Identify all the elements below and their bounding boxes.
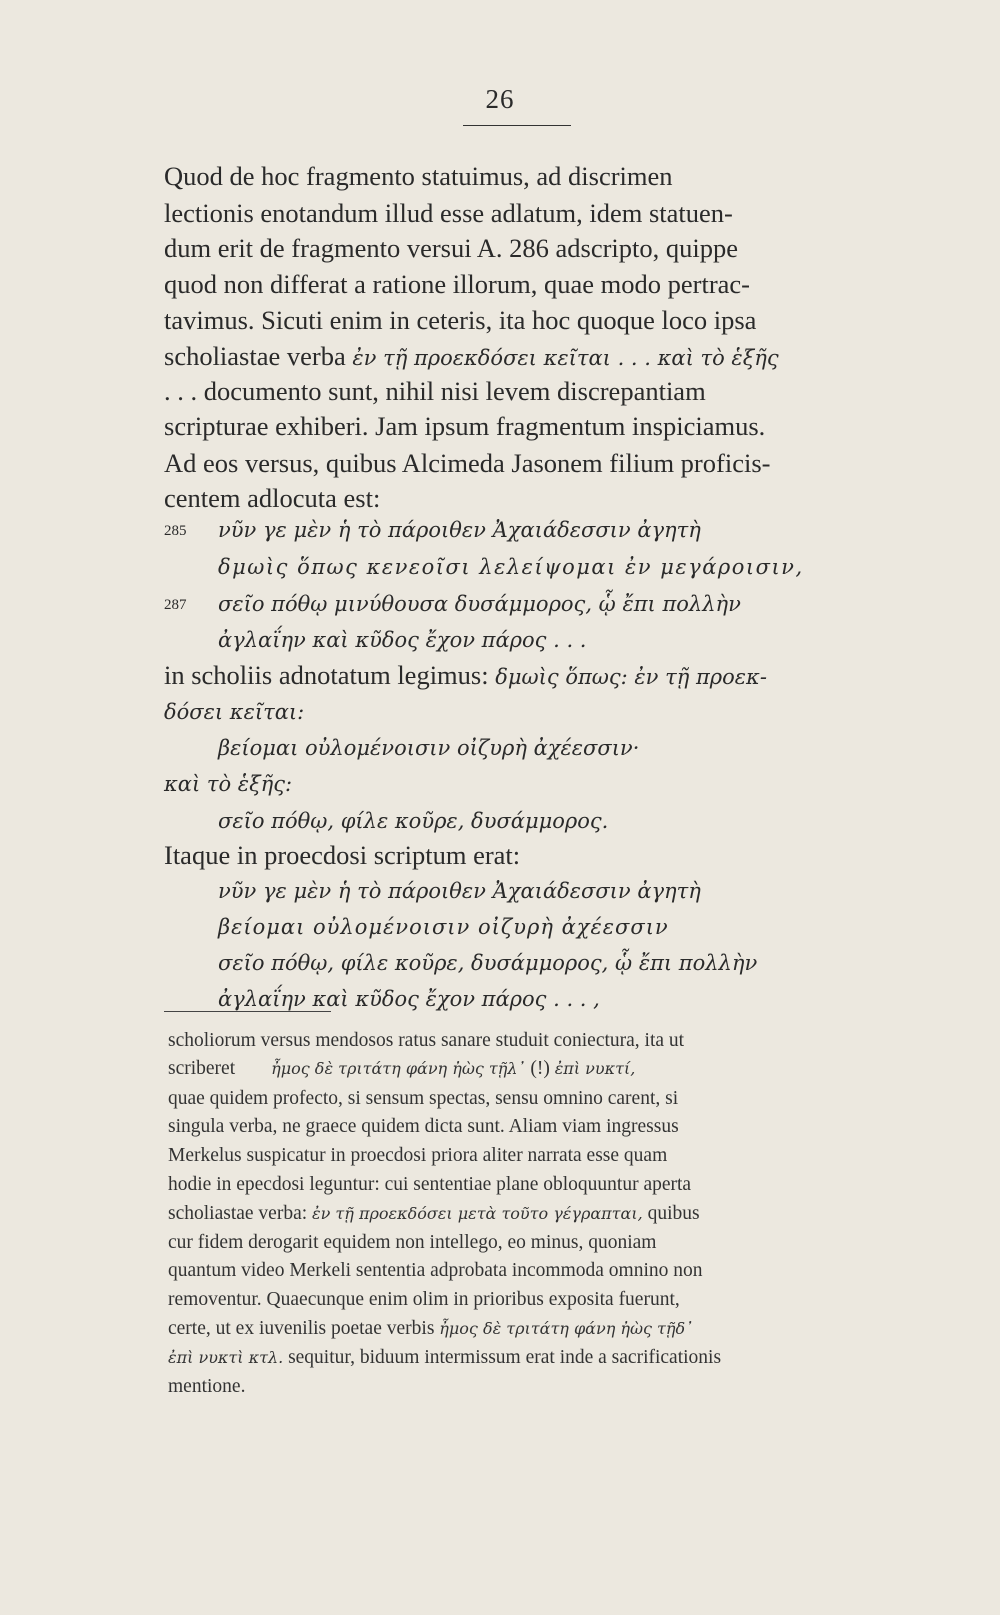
footnote-line: singula verba, ne graece quidem dicta sunt. Aliam viam ingressus [168, 1116, 679, 1137]
greek-quote: δμωὶς ὅπως: ἐν τῇ προεκ- [495, 665, 767, 689]
text-segment: (!) [525, 1058, 555, 1079]
greek-verse: νῦν γε μὲν ἡ τὸ πάροιθεν Ἀχαιάδεσσιν ἀγητὴ [218, 879, 701, 903]
text-line: Quod de hoc fragmento statuimus, ad discrimen [164, 161, 673, 191]
text-line: lectionis enotandum illud esse adlatum, idem statuen- [164, 198, 733, 228]
greek-quote: ἐν τῇ προεκδόσει μετὰ τοῦτο γέγραπται, [312, 1204, 643, 1223]
footnote-line: Merkelus suspicatur in proecdosi priora aliter narrata esse quam [168, 1145, 668, 1166]
text-segment: in scholiis adnotatum legimus: [164, 660, 496, 690]
text-line: scripturae exhiberi. Jam ipsum fragmentum inspiciamus. [164, 411, 766, 441]
footnote-line: mentione. [168, 1376, 246, 1397]
greek-verse: δμωὶς ὅπως κενεοῖσι λελείψομαι ἐν μεγάροισιν, [218, 555, 804, 579]
footnote-line [168, 1316, 693, 1342]
text-segment: certe, ut ex iuvenilis poetae verbis [168, 1318, 440, 1339]
footnote-line [168, 1201, 700, 1227]
text-line: . . . documento sunt, nihil nisi levem discrepantiam [164, 376, 706, 406]
greek-verse: ἀγλαΐην καὶ κῦδος ἔχον πάρος . . . , [218, 987, 600, 1011]
greek-quote: ἦμος δὲ τριτάτη φάνη ἠὼς τῇδ᾽ [439, 1319, 694, 1338]
text-line: Ad eos versus, quibus Alcimeda Jasonem filium proficis- [164, 448, 771, 478]
greek-text-line: καὶ τὸ ἑξῆς: [164, 772, 293, 796]
greek-verse: σεῖο πόθῳ μινύθουσα δυσάμμορος, ᾧ ἔπι πολλὴν [218, 592, 741, 616]
text-line: dum erit de fragmento versui A. 286 adscripto, quippe [164, 233, 739, 263]
greek-verse: ἀγλαΐην καὶ κῦδος ἔχον πάρος . . . [218, 628, 587, 652]
greek-quote: ἐπὶ νυκτί, [554, 1059, 636, 1078]
verse-number: 287 [164, 597, 187, 613]
greek-quote: ἦμος δὲ τριτάτη φάνη ἠὼς τῇλ᾽ [271, 1059, 526, 1078]
text-line [164, 340, 779, 374]
footnote-line: scholiorum versus mendosos ratus sanare studuit coniectura, ita ut [168, 1030, 685, 1051]
greek-verse: σεῖο πόθῳ, φίλε κοῦρε, δυσάμμορος. [218, 809, 609, 833]
text-segment: scholiastae verba: [168, 1203, 313, 1224]
greek-text-line: δόσει κεῖται: [164, 700, 305, 724]
footnote-line: hodie in epecdosi leguntur: cui sententiae plane obloquuntur aperta [168, 1174, 692, 1195]
page-number: 26 [485, 84, 515, 114]
footnote-line: quae quidem profecto, si sensum spectas, sensu omnino carent, si [168, 1088, 679, 1109]
text-line: Itaque in proecdosi scriptum erat: [164, 840, 521, 870]
greek-verse: βείομαι οὐλομένοισιν οἰζυρὴ ἀχέεσσιν [218, 915, 669, 939]
footnote-line: removentur. Quaecunque enim olim in prioribus exposita fuerunt, [168, 1289, 680, 1310]
greek-verse: νῦν γε μὲν ἡ τὸ πάροιθεν Ἀχαιάδεσσιν ἀγητὴ [218, 518, 701, 542]
footnote-line: quantum video Merkeli sententia adprobata incommoda omnino non [168, 1260, 703, 1281]
text-segment: scriberet [168, 1058, 236, 1079]
text-line [164, 659, 767, 693]
footnote-line: cur fidem derogarit equidem non intellego, eo minus, quoniam [168, 1232, 657, 1253]
text-segment: scholiastae verba [164, 341, 353, 371]
verse-number: 285 [164, 523, 187, 539]
greek-verse: σεῖο πόθῳ, φίλε κοῦρε, δυσάμμορος, ᾧ ἔπι πολλὴν [218, 951, 758, 975]
text-line: quod non differat a ratione illorum, quae modo pertrac- [164, 269, 750, 299]
footnote-line [168, 1345, 721, 1371]
text-segment: sequitur, biduum intermissum erat inde a sacrificationis [283, 1347, 722, 1368]
greek-quote: ἐπὶ νυκτὶ κτλ. [168, 1348, 284, 1367]
page-number-rule [463, 125, 571, 126]
text-line: centem adlocuta est: [164, 483, 381, 513]
greek-verse: βείομαι οὐλομένοισιν οἰζυρὴ ἀχέεσσιν· [218, 736, 640, 760]
footnote-rule [164, 1011, 331, 1012]
text-segment: quibus [642, 1203, 700, 1224]
text-line: tavimus. Sicuti enim in ceteris, ita hoc quoque loco ipsa [164, 305, 757, 335]
footnote-line [168, 1056, 635, 1082]
greek-quote: ἐν τῇ προεκδόσει κεῖται . . . καὶ τὸ ἑξῆς [352, 346, 779, 370]
